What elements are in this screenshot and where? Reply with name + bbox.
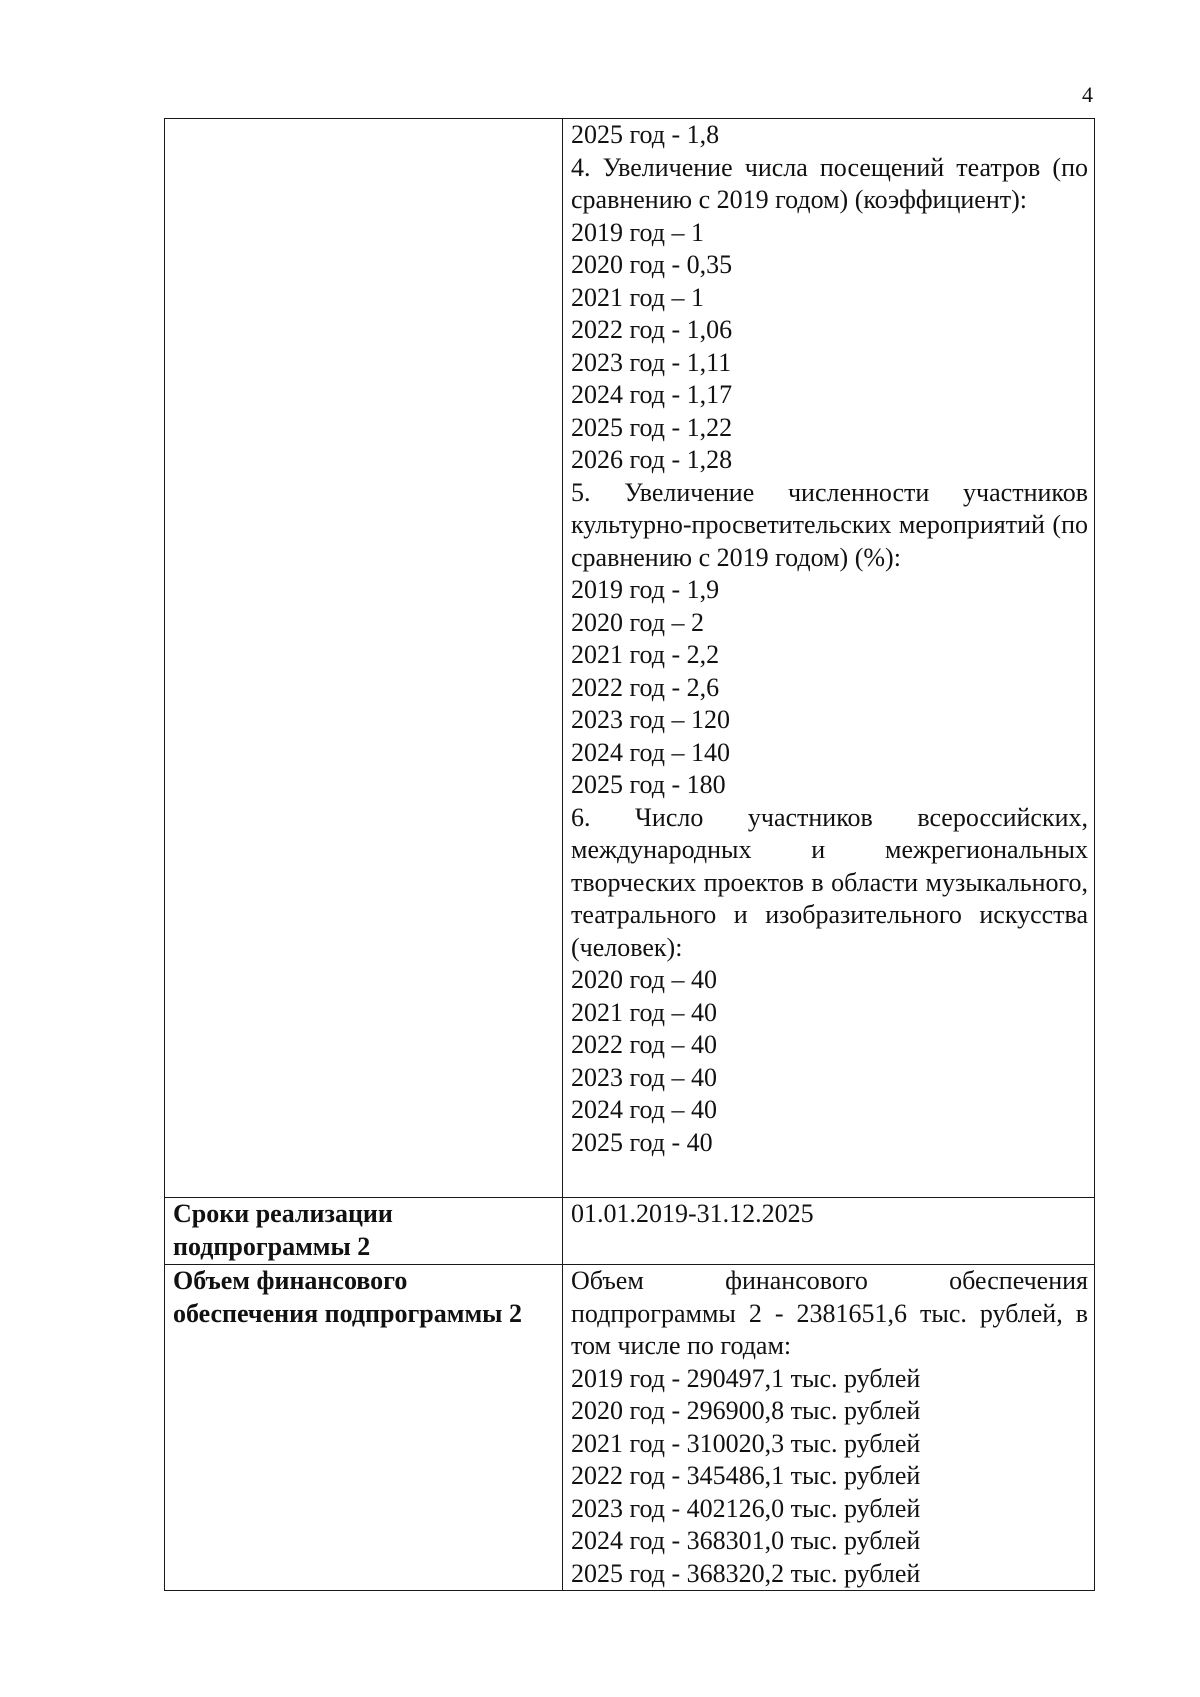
funding-label: Объем финансового обеспечения подпрограммы 2 (165, 1265, 563, 1591)
indicator6-value: 2020 год – 40 (571, 965, 717, 994)
indicator4-value: 2026 год - 1,28 (571, 445, 733, 474)
indicator4-value: 2022 год - 1,06 (571, 315, 733, 344)
funding-intro: Объем финансового обеспечения подпрограммы 2 - 2381651,6 тыс. рублей, в том числе по годам: (571, 1266, 1088, 1360)
indicator5-value: 2019 год - 1,9 (571, 575, 720, 604)
indicator4-value: 2020 год - 0,35 (571, 250, 733, 279)
page-number: 4 (1082, 82, 1093, 107)
indicator4-value: 2024 год - 1,17 (571, 380, 733, 409)
indicator5-value: 2025 год - 180 (571, 770, 726, 799)
indicator4-value: 2025 год - 1,22 (571, 412, 733, 442)
indicator6-value: 2023 год – 40 (571, 1062, 717, 1092)
indicator6-value: 2024 год – 40 (571, 1095, 717, 1124)
indicator5-value: 2023 год – 120 (571, 705, 730, 734)
indicator5-value: 2022 год - 2,6 (571, 672, 720, 702)
funding-year-value: 2022 год - 345486,1 тыс. рублей (571, 1461, 921, 1490)
indicator5-heading: 5. Увеличение численности участников культурно-просветительских мероприятий (по сравнению с 2019 годом) (%): (571, 477, 1088, 572)
table-row-indicators (165, 119, 1095, 1198)
funding-year-value: 2025 год - 368320,2 тыс. рублей (571, 1558, 921, 1588)
indicator4-heading: 4. Увеличение числа посещений театров (по сравнению с 2019 годом) (коэффициент): (571, 152, 1088, 214)
table-row-funding (165, 1265, 1095, 1591)
funding-value-cell (563, 1265, 1095, 1591)
indicator6-value: 2021 год – 40 (571, 997, 717, 1027)
funding-year-value: 2020 год - 296900,8 тыс. рублей (571, 1396, 921, 1425)
table-row-timeline (165, 1198, 1095, 1265)
indicators-label-cell (165, 119, 563, 1198)
indicator5-value: 2021 год - 2,2 (571, 640, 720, 669)
timeline-label: Сроки реализации подпрограммы 2 (165, 1198, 563, 1265)
indicator6-heading: 6. Число участников всероссийских, международных и межрегиональных творческих проектов в области музыкального, театрального и изобразительного искусства (человек): (571, 802, 1088, 962)
indicators-value-cell (563, 119, 1095, 1198)
indicator6-value: 2022 год – 40 (571, 1030, 717, 1059)
funding-year-value: 2024 год - 368301,0 тыс. рублей (571, 1526, 921, 1555)
indicator-value-line: 2025 год - 1,8 (571, 120, 720, 149)
indicator4-value: 2021 год – 1 (571, 282, 704, 312)
indicator5-value: 2020 год – 2 (571, 607, 704, 637)
indicator5-value: 2024 год – 140 (571, 737, 730, 767)
passport-table (164, 118, 1095, 1591)
funding-year-value: 2023 год - 402126,0 тыс. рублей (571, 1493, 921, 1523)
funding-year-value: 2021 год - 310020,3 тыс. рублей (571, 1428, 921, 1458)
funding-year-value: 2019 год - 290497,1 тыс. рублей (571, 1363, 921, 1393)
indicator4-value: 2019 год – 1 (571, 217, 704, 247)
timeline-value: 01.01.2019-31.12.2025 (563, 1198, 1095, 1265)
indicator4-value: 2023 год - 1,11 (571, 347, 732, 377)
indicator6-value: 2025 год - 40 (571, 1127, 713, 1157)
